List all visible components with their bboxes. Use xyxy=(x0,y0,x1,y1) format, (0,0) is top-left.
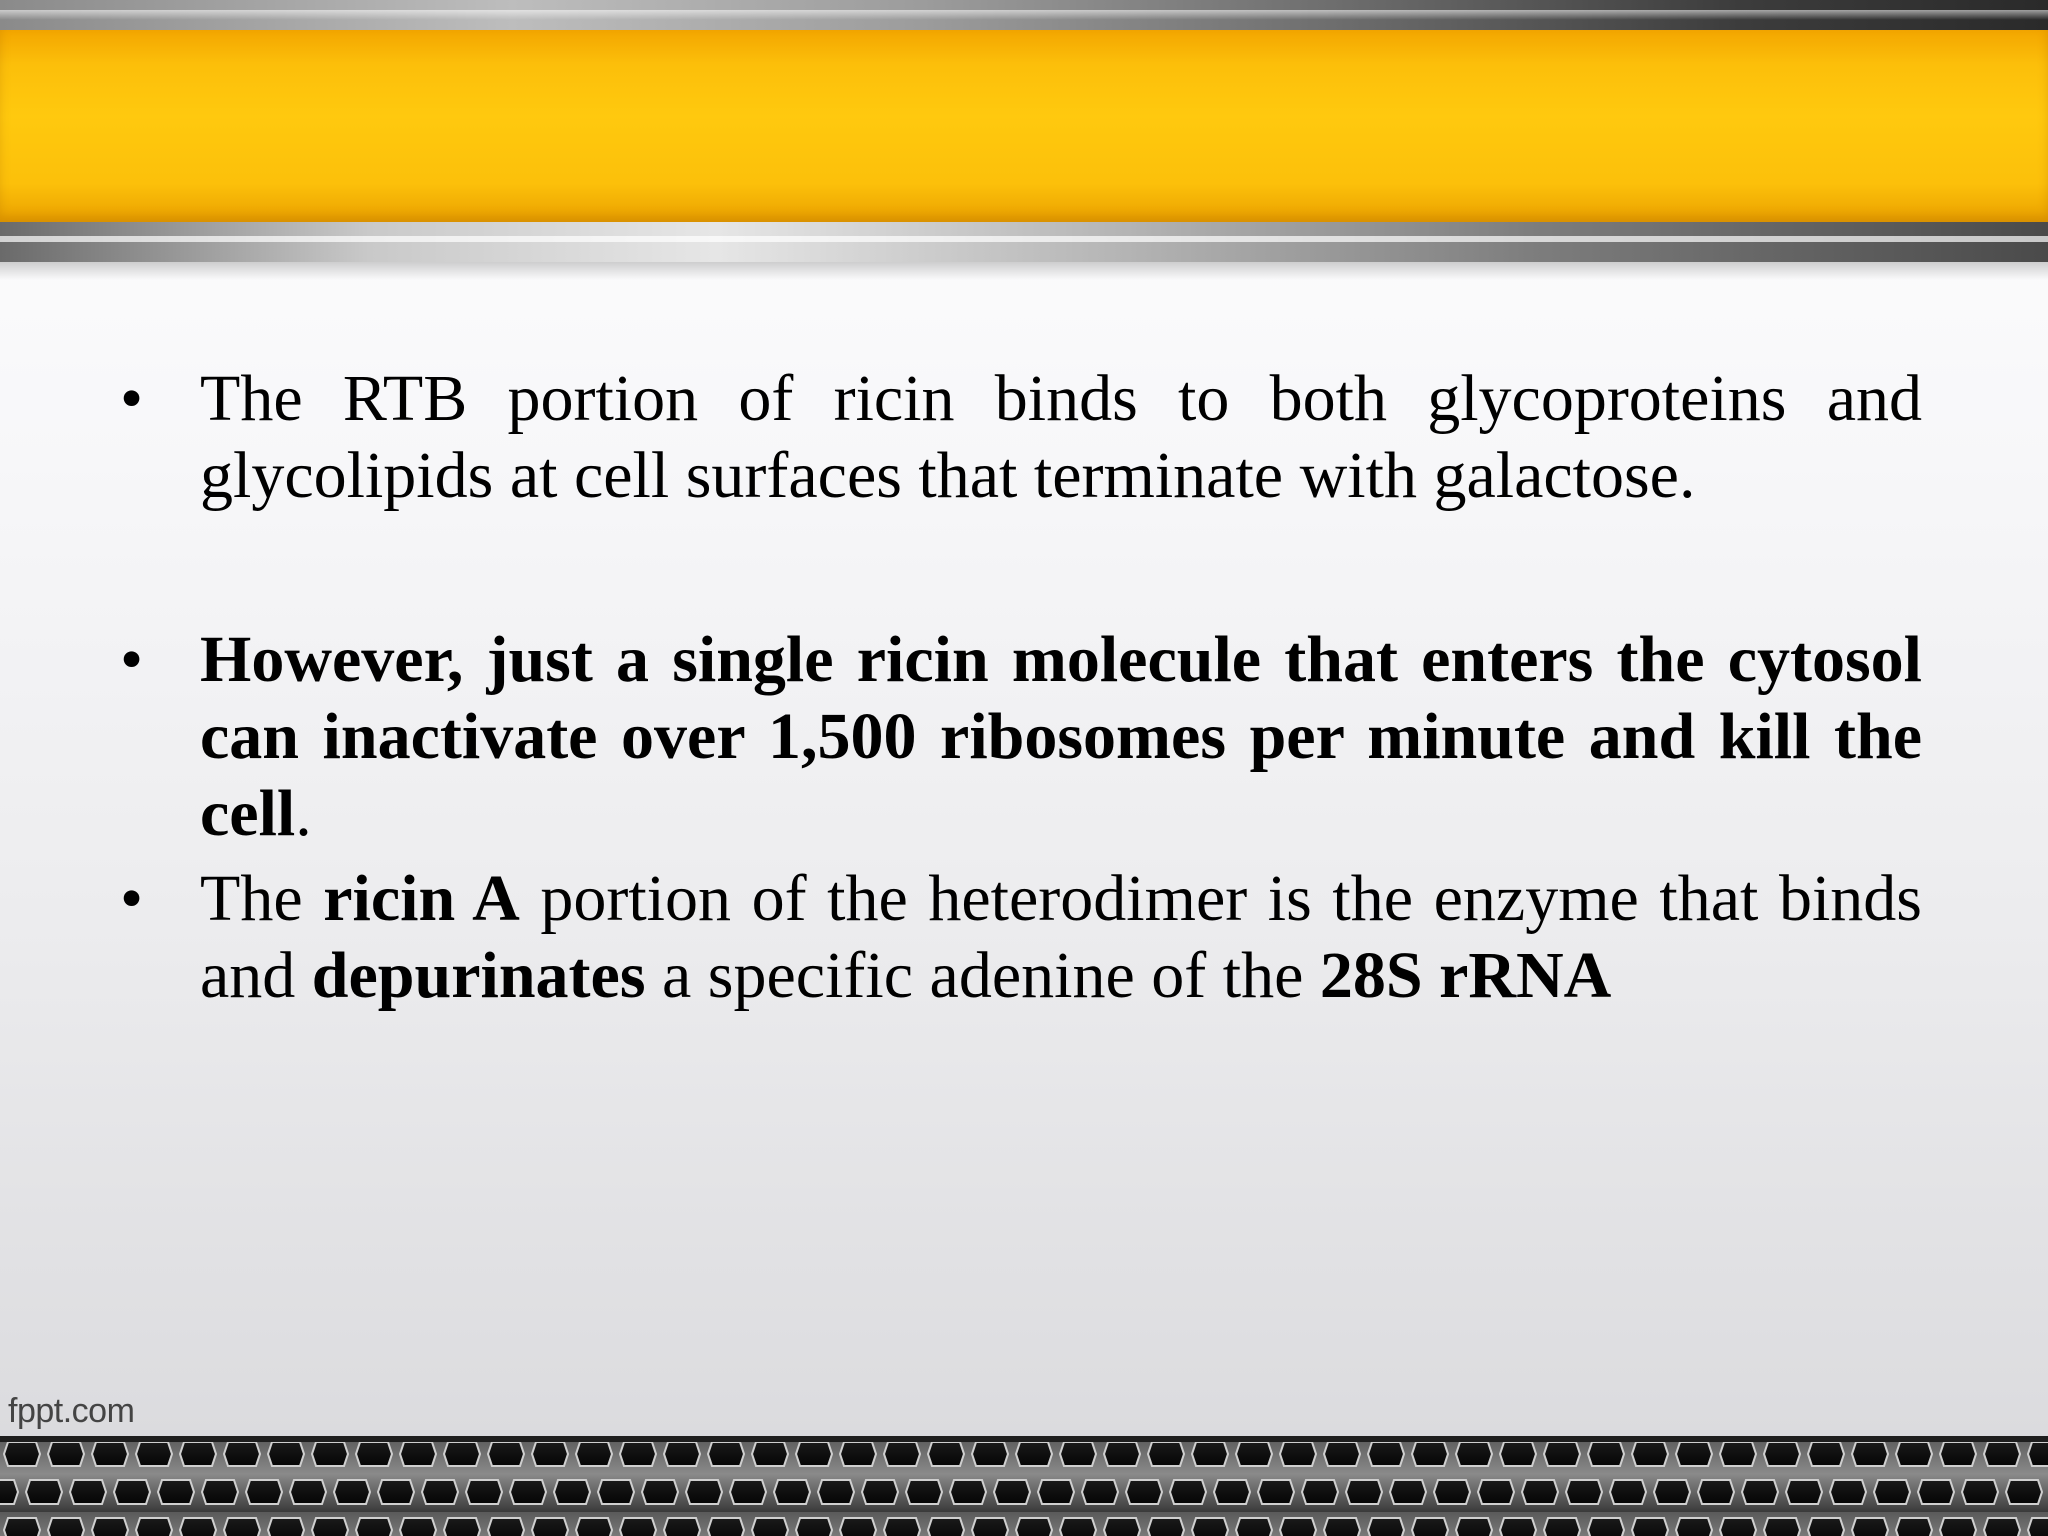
bullet-3-run-1: The xyxy=(200,862,324,935)
bullet-2-bold-text: However, just a single ricin molecule that enters the cytosol can inactivate over 1,500 ribosomes per minute and kill the cell xyxy=(200,623,1922,850)
bullet-item-2 xyxy=(120,621,1922,852)
bullet-item-3 xyxy=(120,860,1922,1014)
hex-grid-graphic xyxy=(0,1436,2048,1536)
bullet-3-run-5: a specific adenine of the xyxy=(645,939,1320,1012)
bullet-3-run-3: portion of the heterodimer is the enzyme that binds and xyxy=(200,862,1922,1012)
bullet-2-period: . xyxy=(295,777,312,850)
slide-body xyxy=(120,360,1922,1014)
brand-watermark: fppt.com xyxy=(8,1392,135,1430)
bullet-3-depurinates: depurinates xyxy=(311,939,646,1012)
bullet-3-ricin-a: ricin A xyxy=(323,862,520,935)
title-band xyxy=(0,30,2048,222)
header-banner xyxy=(0,0,2048,262)
metal-strip-top xyxy=(0,0,2048,30)
bullet-item-1 xyxy=(120,360,1922,514)
footer-hex-pattern xyxy=(0,1436,2048,1536)
bullet-3-28s-rrna: 28S rRNA xyxy=(1319,939,1612,1012)
bullet-1-text: The RTB portion of ricin binds to both glycoproteins and glycolipids at cell surfaces that terminate with galactose. xyxy=(200,362,1922,512)
metal-strip-bottom xyxy=(0,222,2048,262)
